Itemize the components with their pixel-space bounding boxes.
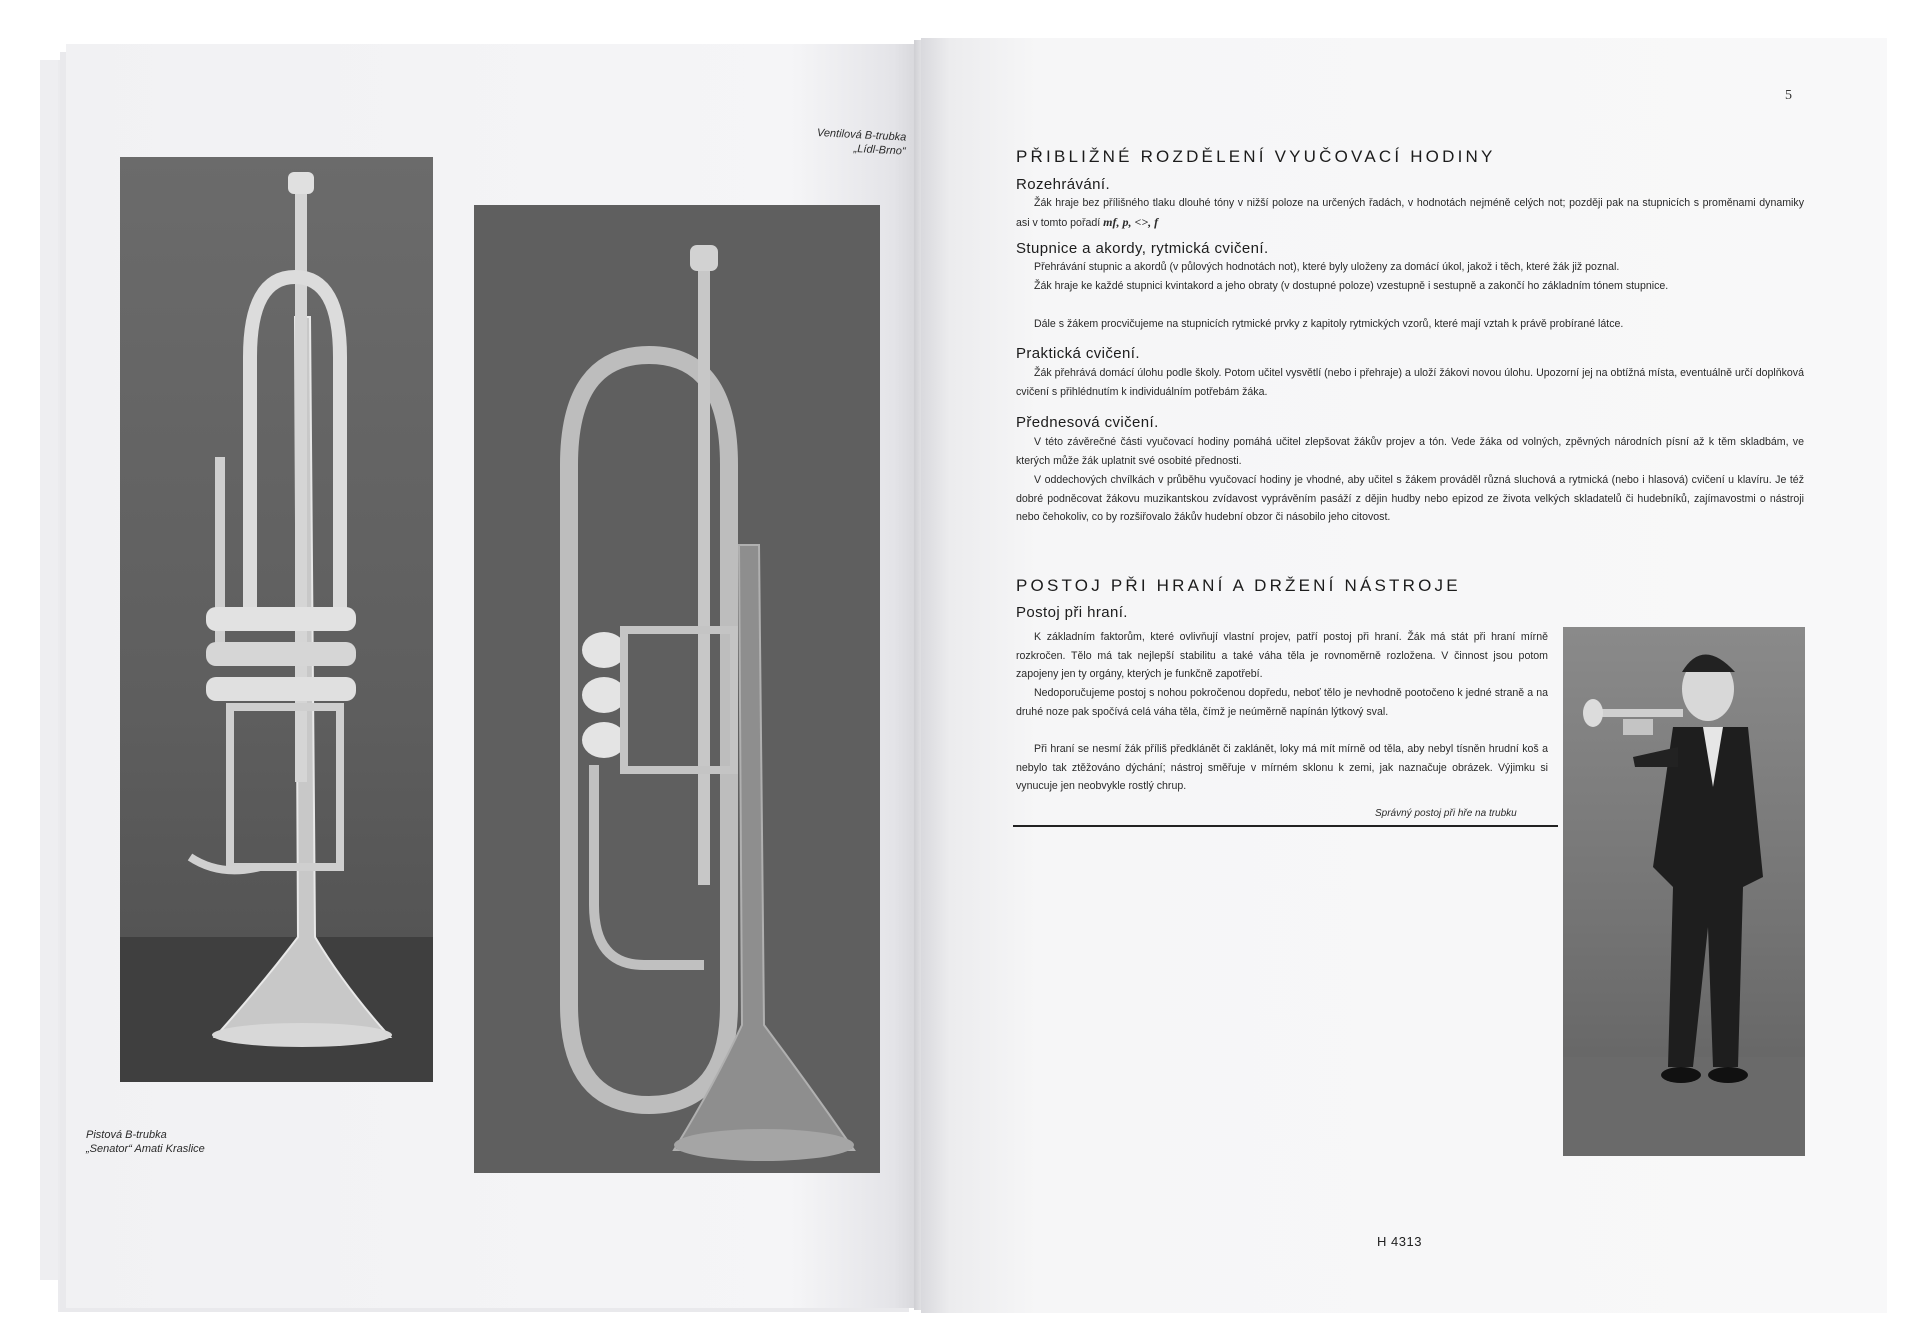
scales-text-1: Přehrávání stupnic a akordů (v půlových hodnotách not), které byly uloženy za domácí úkol, jakož i těch, které žák již poznal. bbox=[1034, 261, 1620, 273]
paragraph-posture-2 bbox=[1016, 684, 1548, 721]
player-photo-caption: Správný postoj při hře na trubku bbox=[1375, 808, 1517, 819]
paragraph-performance-2 bbox=[1016, 471, 1804, 527]
piston-caption-line2: „Senator“ Amati Kraslice bbox=[86, 1143, 205, 1155]
subheading-scales: Stupnice a akordy, rytmická cvičení. bbox=[1016, 240, 1269, 257]
posture-text-1: K základním faktorům, které ovlivňují vlastní projev, patří postoj při hraní. Žák má stát při hraní mírně rozkročen. Tělo má tak nejlepší stabilitu a také váha těla je rovnoměrně rozložena. V činnost jsou potom zapojeny jen ty orgány, kterých je funkčně zapotřebí. bbox=[1016, 631, 1548, 681]
dynamics-markings: mf, p, <>, f bbox=[1103, 214, 1159, 229]
scales-text-3: Dále s žákem procvičujeme na stupnicích rytmické prvky z kapitoly rytmických vzorů, které mají vztah k právě probírané látce. bbox=[1034, 318, 1624, 330]
paragraph-scales-1 bbox=[1016, 258, 1804, 277]
subheading-performance: Přednesová cvičení. bbox=[1016, 414, 1159, 431]
scales-text-2: Žák hraje ke každé stupnici kvintakord a jeho obraty (v dostupné poloze) vzestupně i sestupně a zakončí ho základním tónem stupnice. bbox=[1034, 280, 1669, 292]
subheading-warmup: Rozehrávání. bbox=[1016, 176, 1111, 193]
rotary-trumpet-caption bbox=[805, 125, 906, 158]
subheading-practical: Praktická cvičení. bbox=[1016, 345, 1140, 362]
piston-caption-line1: Pistová B-trubka bbox=[86, 1129, 167, 1141]
section-heading-posture: POSTOJ PŘI HRANÍ A DRŽENÍ NÁSTROJE bbox=[1016, 576, 1461, 595]
piston-trumpet-caption bbox=[86, 1128, 286, 1156]
warmup-text: Žák hraje bez přílišného tlaku dlouhé tóny v nižší poloze na určených řadách, v hodnotách nejméně celých not; později pak na stupnicích s proměnami dynamiky asi v tomto pořadí bbox=[1016, 197, 1804, 229]
paragraph-performance-1 bbox=[1016, 433, 1804, 470]
piston-trumpet-photo bbox=[120, 157, 433, 1082]
paragraph-scales-3 bbox=[1016, 315, 1804, 334]
page-number: 5 bbox=[1785, 88, 1792, 103]
section-heading-lesson-division: PŘIBLIŽNÉ ROZDĚLENÍ VYUČOVACÍ HODINY bbox=[1016, 147, 1496, 166]
performance-text-2: V oddechových chvílkách v průběhu vyučovací hodiny je vhodné, aby učitel s žákem prováděl různá sluchová a rytmická (nebo i hlasová) cvičení u klavíru. Je též dobré podněcovat žákovu muzikantskou zvídavost vyprávěním pasáží z dějin hudby nebo epizod ze života velkých skladatelů či hudebníků, zajímavostmi o nástroji nebo čehokoliv, co by rozšiřovalo žákův hudební obzor či násobilo jeho citovost. bbox=[1016, 474, 1804, 524]
paragraph-posture-1 bbox=[1016, 628, 1548, 684]
trumpet-player-photo bbox=[1563, 627, 1805, 1156]
rotary-caption-line1: Ventilová B-trubka bbox=[816, 126, 907, 144]
rotary-trumpet-photo bbox=[474, 205, 880, 1173]
paragraph-scales-2 bbox=[1016, 277, 1804, 296]
caption-rule bbox=[1013, 825, 1558, 827]
paragraph-practical bbox=[1016, 364, 1804, 401]
paragraph-warmup bbox=[1016, 194, 1804, 232]
performance-text-1: V této závěrečné části vyučovací hodiny pomáhá učitel zlepšovat žákův projev a tón. Vede žáka od volných, zpěvných národních písní až k těm skladbám, ve kterých může žák uplatnit své osobité přednosti. bbox=[1016, 436, 1804, 467]
publication-code: H 4313 bbox=[1377, 1234, 1422, 1249]
subheading-posture: Postoj při hraní. bbox=[1016, 604, 1128, 621]
rotary-caption-line2: „Lídl-Brno“ bbox=[853, 142, 906, 158]
posture-text-2: Nedoporučujeme postoj s nohou pokročenou dopředu, neboť tělo je nevhodně pootočeno k jedné straně a na druhé noze pak spočívá celá váha těla, čímž je neúměrně napínán lýtkový sval. bbox=[1016, 687, 1548, 718]
paragraph-posture-3 bbox=[1016, 740, 1548, 796]
practical-text: Žák přehrává domácí úlohu podle školy. Potom učitel vysvětlí (nebo i přehraje) a uloží žákovi novou úlohu. Upozorní jej na obtížná místa, eventuálně určí doplňková cvičení s přihlédnutím k individuálním potřebám žáka. bbox=[1016, 367, 1804, 398]
posture-text-3: Při hraní se nesmí žák příliš předklánět či zaklánět, loky má mít mírně od těla, aby nebyl tísněn hrudní koš a nebylo tak ztěžováno dýchání; nástroj směřuje v mírném sklonu k zemi, jak naznačuje obrázek. Výjimku si vynucuje jen neobvykle rostlý chrup. bbox=[1016, 743, 1548, 793]
